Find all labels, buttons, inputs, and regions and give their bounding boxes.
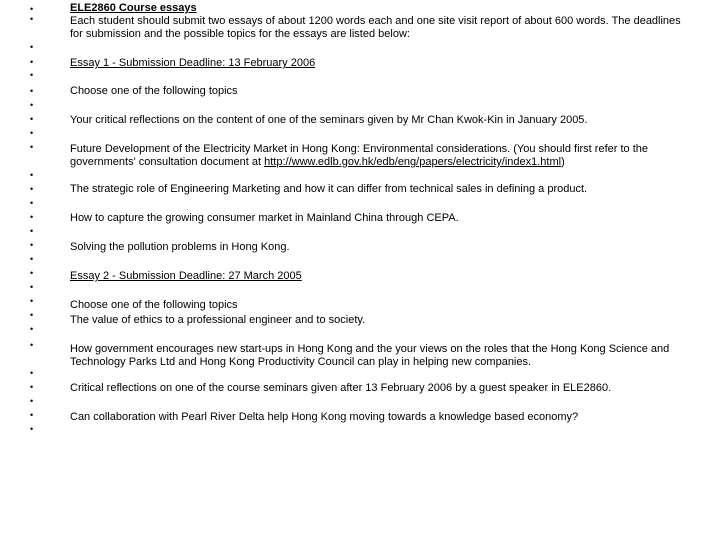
bullet: • (30, 142, 34, 152)
bullet: • (30, 396, 34, 406)
bullet: • (30, 114, 34, 124)
essay1-heading: Essay 1 - Submission Deadline: 13 February 2006 (70, 57, 316, 69)
document-title: ELE2860 Course essays (70, 2, 197, 14)
essay2-topic-1: The value of ethics to a professional engineer and to society. (70, 314, 366, 326)
bullet: • (30, 382, 34, 392)
bullet: • (30, 296, 34, 306)
bullet: • (30, 70, 34, 80)
bullet: • (30, 212, 34, 222)
bullet: • (30, 268, 34, 278)
bullet: • (30, 86, 34, 96)
essay2-heading: Essay 2 - Submission Deadline: 27 March 2005 (70, 270, 302, 282)
bullet: • (30, 324, 34, 334)
essay1-topic-1: Your critical reflections on the content of one of the seminars given by Mr Chan Kwok-Kin in January 2005. (70, 114, 588, 126)
essay1-topic-2-close: ) (561, 156, 565, 168)
essay1-topic-2 (70, 143, 690, 169)
intro-text: Each student should submit two essays of about 1200 words each and one site visit report of about 600 words. The deadlines for submission and the possible topics for the essays are listed below: (70, 15, 681, 40)
bullet: • (30, 184, 34, 194)
bullet: • (30, 57, 34, 67)
essay1-topic-3: The strategic role of Engineering Marketing and how it can differ from technical sales in defining a product. (70, 183, 588, 195)
essay2-topic-3: Critical reflections on one of the course seminars given after 13 February 2006 by a guest speaker in ELE2860. (70, 382, 612, 394)
bullet: • (30, 226, 34, 236)
bullet: • (30, 100, 34, 110)
essay1-topic-5: Solving the pollution problems in Hong Kong. (70, 241, 290, 253)
essay2-topic-4: Can collaboration with Pearl River Delta help Hong Kong moving towards a knowledge based economy? (70, 411, 579, 423)
bullet: • (30, 340, 34, 350)
consultation-document-link[interactable]: http://www.edlb.gov.hk/edb/eng/papers/electricity/index1.html (264, 156, 562, 168)
bullet: • (30, 240, 34, 250)
bullet: • (30, 170, 34, 180)
bullet: • (30, 128, 34, 138)
essay1-topic-2-text: Future Development of the Electricity Market in Hong Kong: Environmental considerations. (You should first refer to the governments' consultation document at (70, 143, 648, 168)
bullet: • (30, 282, 34, 292)
bullet: • (30, 410, 34, 420)
bullet: • (30, 42, 34, 52)
bullet: • (30, 198, 34, 208)
bullet: • (30, 4, 34, 14)
essay2-topic-2: How government encourages new start-ups in Hong Kong and the your views on the roles that the Hong Kong Science and Technology Parks Ltd and Hong Kong Productivity Council can play in helping new companies. (70, 343, 670, 368)
essay1-choose: Choose one of the following topics (70, 85, 238, 97)
bullet: • (30, 310, 34, 320)
essay2-choose: Choose one of the following topics (70, 299, 238, 311)
bullet: • (30, 368, 34, 378)
bullet: • (30, 14, 34, 24)
bullet: • (30, 254, 34, 264)
bullet: • (30, 424, 34, 434)
essay1-topic-4: How to capture the growing consumer market in Mainland China through CEPA. (70, 212, 459, 224)
